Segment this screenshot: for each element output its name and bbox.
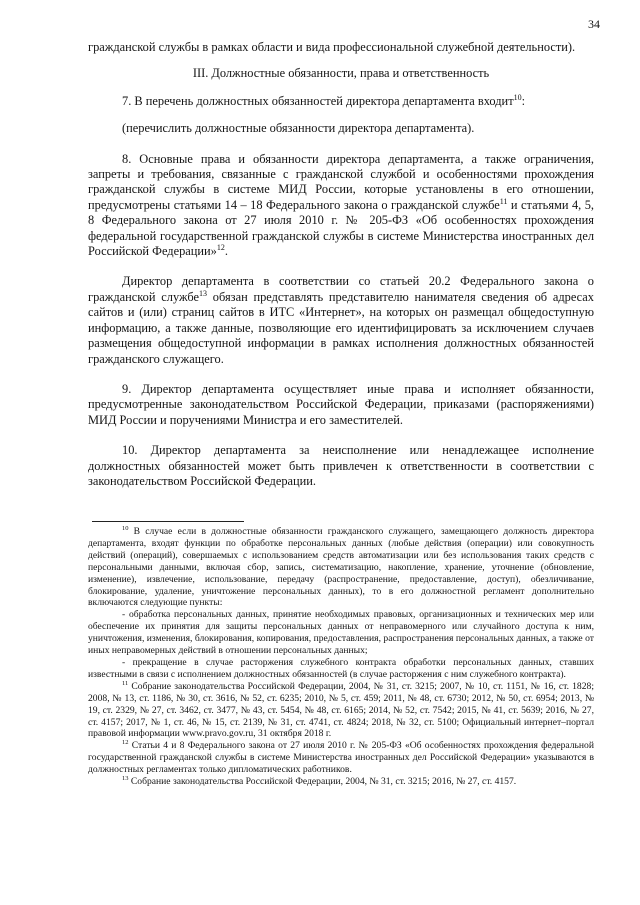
footnote-12 [88,740,594,776]
footnote-number: 10 [122,524,129,532]
paragraph-7-tail: : [521,93,526,108]
document-body [88,40,594,489]
footnote-13 [88,776,594,788]
footnotes [88,526,594,788]
page-number: 34 [588,17,600,31]
section-heading: III. Должностные обязанности, права и ответственность [192,66,490,81]
paragraph-8 [88,152,594,260]
paragraph-8-reporting [88,274,594,366]
footnote-ref-11[interactable]: 11 [499,196,508,206]
footnote-11 [88,681,594,741]
paragraph-7-placeholder: (перечислить должностные обязанности директора департамента). [122,121,475,136]
paragraph-8-reporting-part1: Директор департамента в соответствии со статьей 20.2 Федерального закона о гражданской службе [88,274,594,304]
paragraph-8-part1: 8. Основные права и обязанности директора департамента, а также ограничения, запреты и требования, связанные с гражданской службой и особенностями прохождения гражданской службы в системе МИД России, которые установлены в его отношении, предусмотрены статьями 14 – 18 Федерального закона о гражданской службе [88,151,594,212]
paragraph-7-text: 7. В перечень должностных обязанностей директора департамента входит [122,93,514,108]
footnote-separator [92,521,244,522]
paragraph-10: 10. Директор департамента за неисполнение или ненадлежащее исполнение должностных обязанностей может быть привлечен к ответственности в соответствии с законодательством Российской Федерации. [88,443,594,488]
paragraph-8-reporting-part2: обязан представлять представителю нанимателя сведения об адресах сайтов и (или) страниц сайтов в ИТС «Интернет», на которых он размещал общедоступную информацию, а также данные, позволяющие его идентифицировать за исключением случаев размещения общедоступной информации в рамках исполнения должностных обязанностей гражданского служащего. [88,289,594,366]
footnote-text: Собрание законодательства Российской Федерации, 2004, № 31, ст. 3215; 2016, № 27, ст. 4157. [128,776,517,788]
footnote-ref-13[interactable]: 13 [199,288,208,298]
footnote-number: 11 [122,679,129,687]
paragraph-7 [88,94,594,109]
footnote-number: 12 [122,739,129,747]
paragraph-8-part3: . [224,244,228,259]
footnote-number: 13 [122,774,129,782]
footnote-text: В случае если в должностные обязанности гражданского служащего, замещающего должность директора департамента, входят функции по обработке персональных данных (любые действия (операции) или совокупность действий (операций), совершаемых с использованием средств автоматизации или без использования таких средств с персональными данными, включая сбор, запись, систематизацию, накопление, хранение, уточнение (обновление, изменение), извлечение, использование, передачу (распространение, предоставление, доступ), обезличивание, блокирование, удаление, уничтожение персональных данных), то в его должностной регламент дополнительно включаются следующие пункты: [88,526,594,609]
continuation-paragraph: гражданской службы в рамках области и вида профессиональной служебной деятельности). [88,40,576,54]
footnote-text: Статьи 4 и 8 Федерального закона от 27 июля 2010 г. № 205-ФЗ «Об особенностях прохождения федеральной государственной гражданской службы в системе Министерства иностранных дел Российской Федерации» указываются в должностных регламентах только дипломатических работников. [88,740,594,776]
footnote-ref-10[interactable]: 10 [513,92,522,102]
paragraph-8-part2: и статьями 4, 5, 8 Федерального закона от 27 июля 2010 г. № 205-ФЗ «Об особенностях прохождения федеральной государственной гражданской службы в системе Министерства иностранных дел Российской Федерации» [88,197,595,259]
footnote-text: Собрание законодательства Российской Федерации, 2004, № 31, ст. 3215; 2007, № 10, ст. 1151, № 16, ст. 1828; 2008, № 13, ст. 1186, № 30, ст. 3616, № 52, ст. 6235; 2010, № 5, ст. 459; 2011, № 48, ст. 6730; 2012, № 50, ст. 6954; 2013, № 19, ст. 2329, № 27, ст. 3462, ст. 3477, № 43, ст. 5454, № 48, ст. 6165; 2014, № 52, ст. 7542; 2015, № 41, ст. 5639; 2016, № 27, ст. 4157; 2017, № 1, ст. 46, № 15, ст. 2139, № 31, ст. 4741, ст. 4824; 2018, № 32, ст. 5100; Официальный интернет–портал правовой информации www.pravo.gov.ru, 31 октября 2018 г. [88,680,594,740]
footnote-ref-12[interactable]: 12 [216,242,225,252]
footnote-10-item-1: - обработка персональных данных, принятие необходимых правовых, организационных и технических мер или обеспечение их принятия для защиты персональных данных от неправомерного или случайного доступа к ним, уничтожения, изменения, блокирования, копирования, предоставления, распространения персональных данных, а также от иных неправомерных действий в отношении персональных данных; [88,609,594,657]
footnote-10 [88,526,594,609]
paragraph-9: 9. Директор департамента осуществляет иные права и исполняет обязанности, предусмотренные законодательством Российской Федерации, приказами (распоряжениями) МИД России и поручениями Министра и его заместителей. [88,381,594,427]
footnote-10-item-2: - прекращение в случае расторжения служебного контракта обработки персональных данных, ставших известными в связи с исполнением должностных обязанностей (в случае расторжения с ним служебного контракта). [88,656,594,680]
